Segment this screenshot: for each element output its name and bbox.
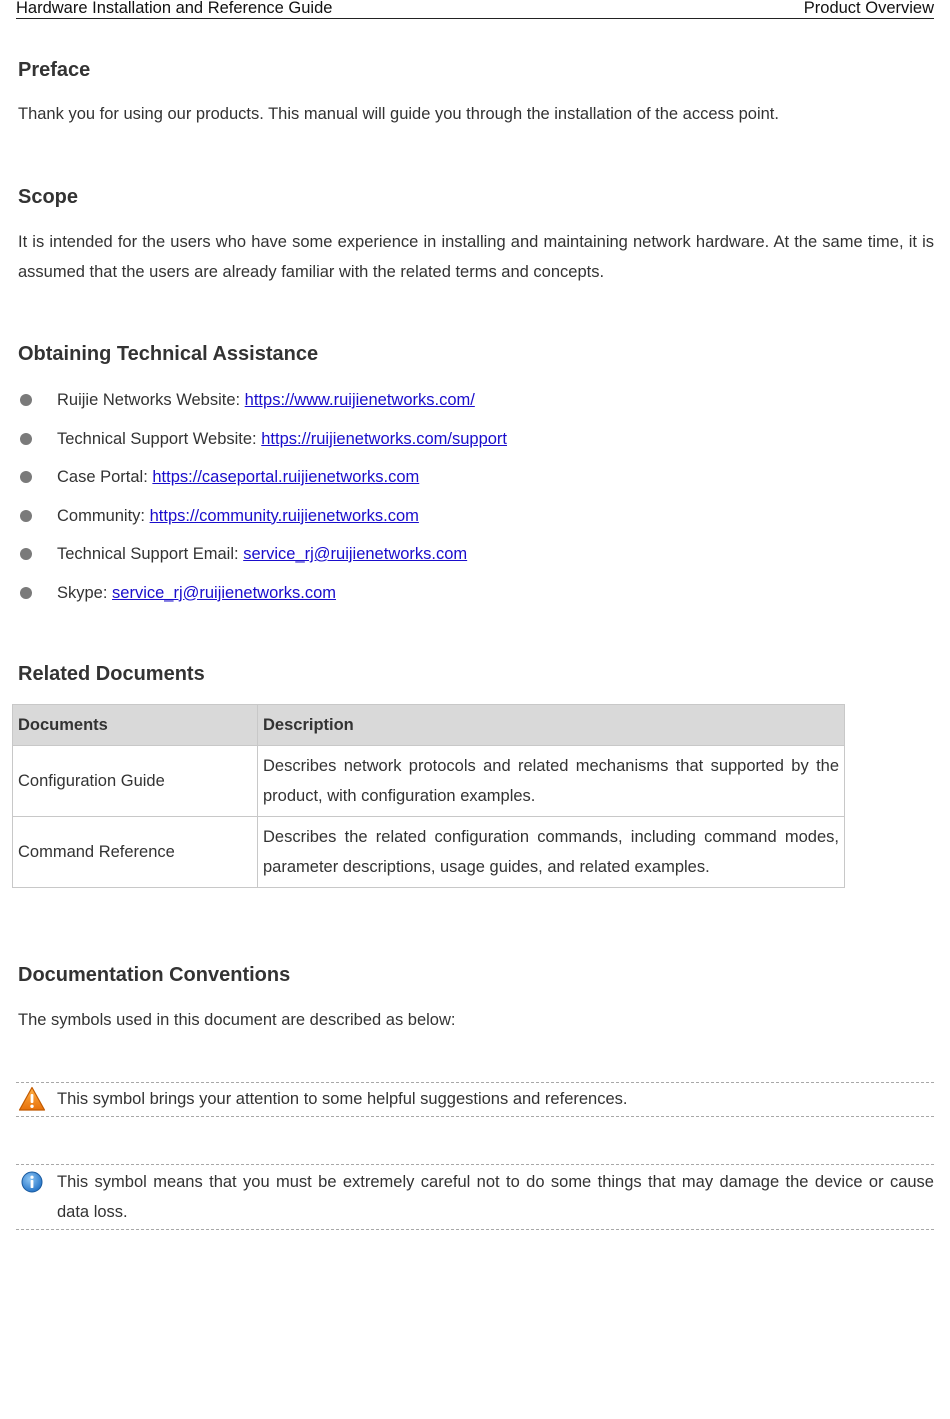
scope-text: It is intended for the users who have some experience in installing and maintaining network hardware. At the same time, it is assumed that the users are already familiar with the related terms and concepts. [18,233,934,281]
warning-icon [18,1086,46,1117]
preface-heading: Preface [18,59,91,81]
community-link[interactable]: https://community.ruijienetworks.com [149,506,419,525]
related-documents-table [12,704,845,888]
list-item-label: Ruijie Networks Website: [57,391,245,409]
column-header-description: Description [258,705,845,746]
list-item [18,578,507,617]
info-note [16,1164,934,1230]
bullet-icon [20,587,32,599]
conventions-heading: Documentation Conventions [18,964,291,986]
preface-text: Thank you for using our products. This manual will guide you through the installation of the access point. [18,105,779,123]
list-item [18,462,507,501]
list-item-label: Case Portal: [57,468,153,486]
list-item-label: Technical Support Email: [57,545,244,563]
table-cell-description: Describes network protocols and related mechanisms that supported by the product, with configuration examples. [258,746,845,817]
list-item-label: Community: [57,506,150,525]
caution-note [16,1082,934,1117]
support-email-link[interactable]: service_rj@ruijienetworks.com [243,545,468,563]
column-header-documents: Documents [13,705,258,746]
case-portal-link[interactable]: https://caseportal.ruijienetworks.com [152,468,420,486]
page-header [16,0,934,19]
conventions-text: The symbols used in this document are described as below: [18,1011,456,1029]
related-documents-heading: Related Documents [18,663,205,685]
table-cell-document: Command Reference [13,817,258,888]
bullet-icon [20,548,32,560]
table-row [13,746,845,817]
header-guide-title: Hardware Installation and Reference Guide [16,0,333,17]
table-row [13,817,845,888]
header-section-title: Product Overview [803,0,934,17]
support-website-link[interactable]: https://ruijienetworks.com/support [261,429,508,448]
assistance-list [18,385,507,616]
bullet-icon [20,394,32,406]
scope-heading: Scope [18,186,79,208]
table-cell-document: Configuration Guide [13,746,258,817]
list-item-label: Skype: [57,583,113,602]
bullet-icon [20,471,32,483]
list-item [18,539,507,578]
list-item-label: Technical Support Website: [57,429,262,448]
bullet-icon [20,433,32,445]
info-note-text: This symbol means that you must be extremely careful not to do some things that may damage the device or cause data loss. [57,1173,934,1221]
list-item [18,424,507,463]
website-link[interactable]: https://www.ruijienetworks.com/ [244,391,475,409]
table-cell-description: Describes the related configuration commands, including command modes, parameter descriptions, usage guides, and related examples. [258,817,845,888]
list-item [18,501,507,540]
info-icon [21,1171,43,1198]
skype-link[interactable]: service_rj@ruijienetworks.com [112,583,337,602]
assistance-heading: Obtaining Technical Assistance [18,343,319,365]
bullet-icon [20,510,32,522]
table-header-row [13,705,845,746]
caution-note-text: This symbol brings your attention to some helpful suggestions and references. [57,1090,628,1108]
list-item [18,385,507,424]
